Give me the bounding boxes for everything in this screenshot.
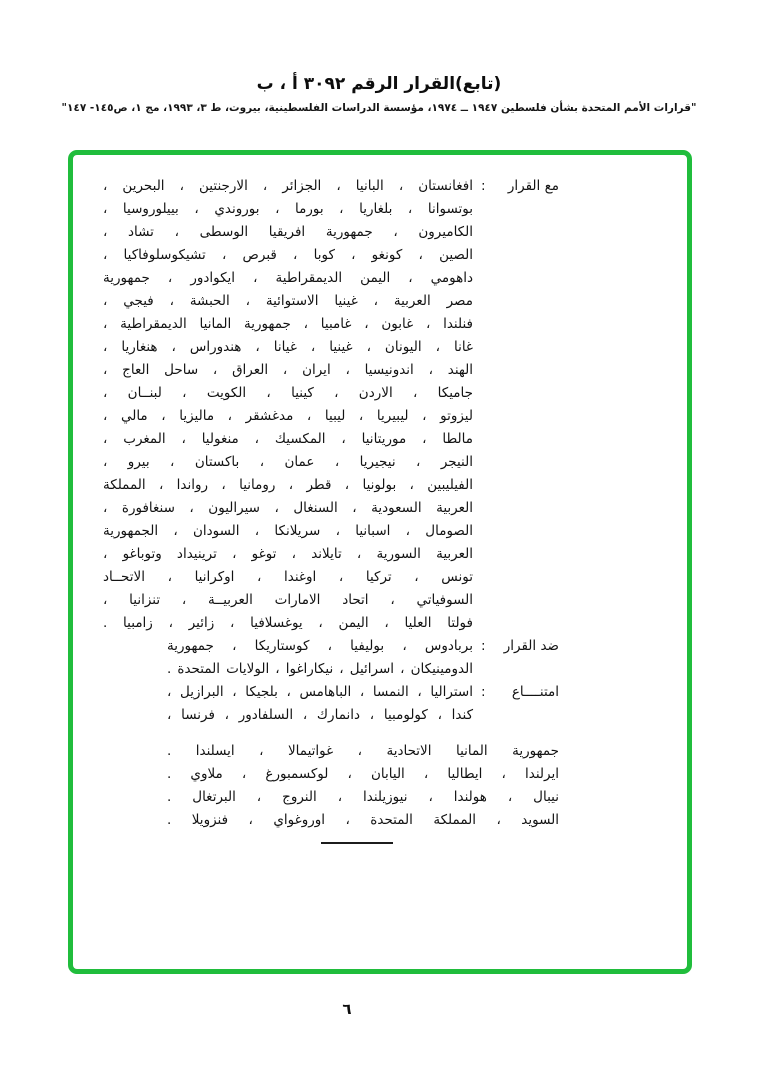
label-colon: : bbox=[481, 684, 486, 700]
vote-line: الهند ، اندونيسيا ، ايران ، العراق ، ساحل العاج ، bbox=[103, 362, 473, 378]
vote-line: الصومال ، اسبانيا ، سريلانكا ، السودان ، الجمهورية bbox=[103, 523, 473, 539]
document-citation: "قرارات الأمم المتحدة بشأن فلسطين ١٩٤٧ ــ ١٩٧٤، مؤسسة الدراسات الفلسطينية، بيروت، ط ٣، ١٩٩٣، مج ١، ص١٤٥- ١٤٧" bbox=[61, 102, 697, 114]
vote-line: النيجر ، نيجيريا ، عمان ، باكستان ، بيرو ، bbox=[103, 454, 473, 470]
vote-group-with bbox=[103, 175, 559, 635]
vote-line: السوفياتي ، اتحاد الامارات العربيــة ، تنزانيا ، bbox=[103, 592, 473, 608]
vote-line: الدومينيكان ، اسرائيل ، نيكاراغوا ، الولايات المتحدة . bbox=[167, 661, 473, 677]
vote-line: كندا ، كولومبيا ، دانمارك ، السلفادور ، فرنسا ، bbox=[167, 707, 473, 723]
vote-line: الكاميرون ، جمهورية افريقيا الوسطى ، تشاد ، bbox=[103, 224, 473, 240]
vote-line: جاميكا ، الاردن ، كينيا ، الكويت ، لبنــان ، bbox=[103, 385, 473, 401]
vote-line: العربية السورية ، تايلاند ، توغو ، ترينيداد وتوباغو ، bbox=[103, 546, 473, 562]
vote-group-countries bbox=[103, 681, 473, 727]
vote-group-countries bbox=[103, 635, 473, 681]
vote-group-label bbox=[473, 681, 559, 727]
vote-line: فنلندا ، غابون ، غامبيا ، جمهورية المانيا الديمقراطية ، bbox=[103, 316, 473, 332]
vote-line: جمهورية المانيا الاتحادية ، غواتيمالا ، ايسلندا . bbox=[167, 743, 559, 759]
vote-line: ليزوتو ، ليبيريا ، ليبيا ، مدغشقر ، ماليزيا ، مالي ، bbox=[103, 408, 473, 424]
vote-group-abstain bbox=[103, 681, 559, 727]
vote-group-against bbox=[103, 635, 559, 681]
label-colon: : bbox=[481, 178, 486, 194]
vote-record bbox=[103, 175, 559, 844]
document-title: (تابع)القرار الرقم ٣٠٩٢ أ ، ب bbox=[256, 74, 502, 94]
vote-group-label bbox=[473, 635, 559, 681]
vote-line: نيبال ، هولندا ، نيوزيلندا ، النروج ، البرتغال . bbox=[167, 789, 559, 805]
vote-line: مالطا ، موريتانيا ، المكسيك ، منغوليا ، المغرب ، bbox=[103, 431, 473, 447]
section-end-rule bbox=[321, 842, 393, 844]
vote-line: السويد ، المملكة المتحدة ، اوروغواي ، فنزويلا . bbox=[167, 812, 559, 828]
abstain-continued-paragraph bbox=[103, 740, 559, 832]
annotation-highlight-box bbox=[68, 150, 692, 974]
vote-group-label-text: امتنــــاع bbox=[511, 684, 559, 700]
vote-group-label bbox=[473, 175, 559, 635]
vote-line: الصين ، كونغو ، كوبا ، قبرص ، تشيكوسلوفاكيا ، bbox=[103, 247, 473, 263]
vote-line: بربادوس ، بوليفيا ، كوستاريكا ، جمهورية bbox=[167, 638, 473, 654]
vote-line: مصر العربية ، غينيا الاستوائية ، الحبشة ، فيجي ، bbox=[103, 293, 473, 309]
vote-line: بوتسوانا ، بلغاريا ، بورما ، بوروندي ، بييلوروسيا ، bbox=[103, 201, 473, 217]
vote-line: داهومي ، اليمن الديمقراطية ، ايكوادور ، جمهورية bbox=[103, 270, 473, 286]
vote-line: العربية السعودية ، السنغال ، سيراليون ، سنغافورة ، bbox=[103, 500, 473, 516]
vote-group-label-text: مع القرار bbox=[507, 178, 559, 194]
vote-line: افغانستان ، البانيا ، الجزائر ، الارجنتين ، البحرين ، bbox=[103, 178, 473, 194]
label-colon: : bbox=[481, 638, 486, 654]
vote-line: تونس ، تركيا ، اوغندا ، اوكرانيا ، الاتحــاد bbox=[103, 569, 473, 585]
page-number: ٦ bbox=[342, 1000, 352, 1018]
vote-group-label-text: ضد القرار bbox=[503, 638, 559, 654]
vote-line: ايرلندا ، ايطاليا ، اليابان ، لوكسمبورغ ، ملاوي . bbox=[167, 766, 559, 782]
vote-line: فولتا العليا ، اليمن ، يوغسلافيا ، زائير ، زامبيا . bbox=[103, 615, 473, 631]
vote-line: غانا ، اليونان ، غينيا ، غيانا ، هندوراس ، هنغاريا ، bbox=[103, 339, 473, 355]
vote-line: الفيليبين ، بولونيا ، قطر ، رومانيا ، رواندا ، المملكة bbox=[103, 477, 473, 493]
vote-group-countries bbox=[103, 175, 473, 635]
vote-line: استراليا ، النمسا ، الباهامس ، بلجيكا ، البرازيل ، bbox=[167, 684, 473, 700]
